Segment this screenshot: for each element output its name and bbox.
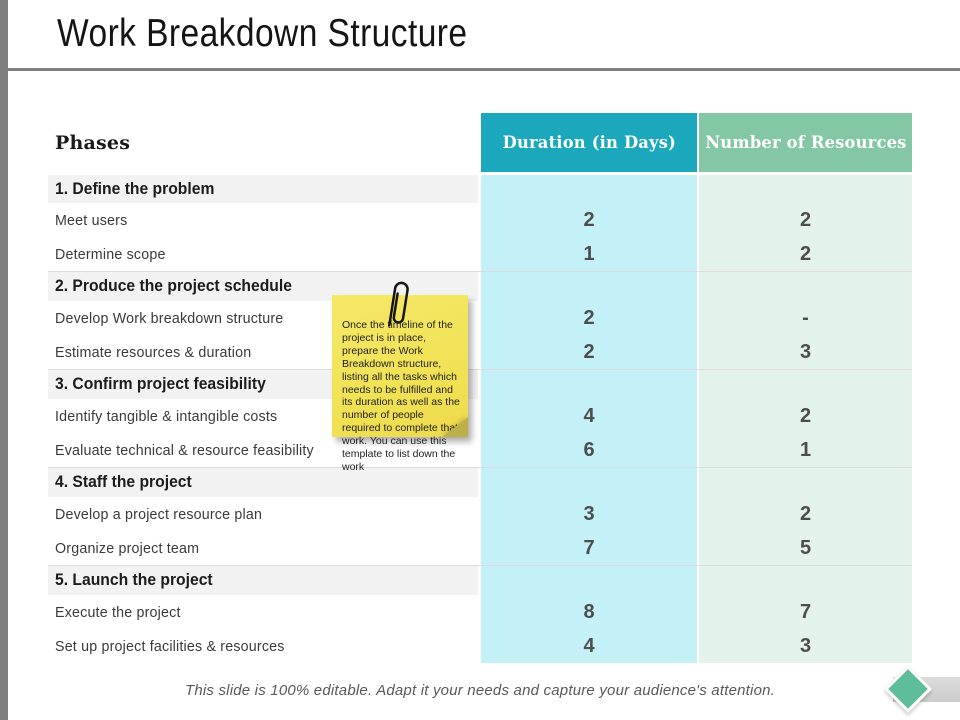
phase-header-row [48, 565, 912, 595]
table-row [48, 497, 912, 531]
task-cell [48, 629, 478, 663]
sticky-note-fold [442, 417, 468, 437]
phase-title-cell [48, 175, 478, 203]
duration-value: 7 [583, 536, 595, 559]
resources-header-label: Number of Resources [704, 132, 907, 153]
duration-value: 8 [583, 600, 595, 623]
duration-cell [481, 370, 697, 399]
duration-value: 4 [583, 634, 595, 657]
header-cell-duration [481, 113, 697, 172]
task-cell [48, 237, 478, 271]
diamond-icon [884, 665, 932, 713]
table-row [48, 595, 912, 629]
table-row [48, 433, 912, 467]
table-row [48, 531, 912, 565]
resources-cell [699, 468, 912, 497]
task-label: Estimate resources & duration [55, 343, 252, 361]
duration-cell [481, 272, 697, 301]
task-cell [48, 595, 478, 629]
left-accent-bar [0, 0, 8, 720]
duration-cell [481, 433, 697, 467]
resources-value: - [802, 306, 809, 329]
task-label: Develop Work breakdown structure [55, 309, 284, 327]
phase-header-row [48, 172, 912, 203]
phase-header-row [48, 467, 912, 497]
resources-value: 2 [799, 502, 812, 525]
task-label: Evaluate technical & resource feasibility [55, 441, 314, 459]
resources-cell [699, 566, 912, 595]
resources-cell [699, 433, 912, 467]
page-title: Work Breakdown Structure [57, 12, 468, 55]
resources-cell [699, 399, 912, 433]
duration-cell [481, 566, 697, 595]
header-cell-resources [699, 113, 912, 172]
duration-value: 6 [583, 438, 595, 461]
task-label: Identify tangible & intangible costs [55, 407, 278, 425]
phase-title: 3. Confirm project feasibility [55, 375, 266, 393]
task-label: Meet users [55, 211, 128, 229]
resources-value: 3 [799, 634, 812, 657]
task-label: Determine scope [55, 245, 166, 263]
resources-cell [699, 531, 912, 565]
resources-cell [699, 301, 912, 335]
phase-header-row [48, 271, 912, 301]
duration-cell [481, 399, 697, 433]
duration-header-label: Duration (in Days) [502, 132, 676, 153]
phases-header-label: Phases [55, 131, 131, 154]
resources-value: 5 [799, 536, 812, 559]
task-label: Set up project facilities & resources [55, 637, 285, 655]
duration-cell [481, 237, 697, 271]
table-row [48, 237, 912, 271]
resources-value: 3 [799, 340, 812, 363]
task-cell [48, 531, 478, 565]
phase-title: 4. Staff the project [55, 473, 192, 491]
duration-value: 2 [583, 340, 595, 363]
phase-title-cell [48, 566, 478, 595]
task-label: Organize project team [55, 539, 200, 557]
duration-value: 4 [583, 404, 595, 427]
resources-value: 7 [799, 600, 812, 623]
title-divider [0, 68, 960, 71]
table-row [48, 399, 912, 433]
resources-cell [699, 629, 912, 663]
resources-cell [699, 370, 912, 399]
duration-cell [481, 301, 697, 335]
task-cell [48, 497, 478, 531]
resources-cell [699, 175, 912, 203]
resources-value: 2 [799, 242, 812, 265]
duration-cell [481, 595, 697, 629]
resources-cell [699, 237, 912, 271]
duration-value: 2 [583, 306, 595, 329]
resources-cell [699, 203, 912, 237]
duration-cell [481, 497, 697, 531]
duration-value: 2 [583, 208, 595, 231]
task-label: Execute the project [55, 603, 181, 621]
duration-value: 1 [583, 242, 595, 265]
duration-cell [481, 468, 697, 497]
resources-cell [699, 272, 912, 301]
duration-cell [481, 175, 697, 203]
resources-cell [699, 335, 912, 369]
table-row [48, 301, 912, 335]
resources-cell [699, 497, 912, 531]
phase-title: 5. Launch the project [55, 571, 213, 589]
duration-cell [481, 531, 697, 565]
resources-cell [699, 595, 912, 629]
footer-note: This slide is 100% editable. Adapt it your needs and capture your audience's attention. [184, 682, 776, 699]
resources-value: 2 [799, 208, 812, 231]
duration-cell [481, 203, 697, 237]
table-row [48, 335, 912, 369]
task-label: Develop a project resource plan [55, 505, 263, 523]
resources-value: 1 [799, 438, 812, 461]
phase-title: 1. Define the problem [55, 179, 215, 198]
table-row [48, 629, 912, 663]
resources-value: 2 [799, 404, 812, 427]
duration-cell [481, 335, 697, 369]
phase-title: 2. Produce the project schedule [55, 277, 292, 295]
sticky-note-text: Once the timeline of the project is in place, prepare the Work Breakdown structure, listing all the tasks which needs to be fulfilled and its duration as well as the number of people required to complete that work. You can use this template to list down the work [342, 319, 460, 473]
duration-value: 3 [583, 502, 595, 525]
table-header-row [48, 113, 912, 172]
task-cell [48, 203, 478, 237]
wbs-table [48, 113, 912, 663]
phase-header-row [48, 369, 912, 399]
header-cell-phases [48, 113, 478, 172]
duration-cell [481, 629, 697, 663]
table-row [48, 203, 912, 237]
